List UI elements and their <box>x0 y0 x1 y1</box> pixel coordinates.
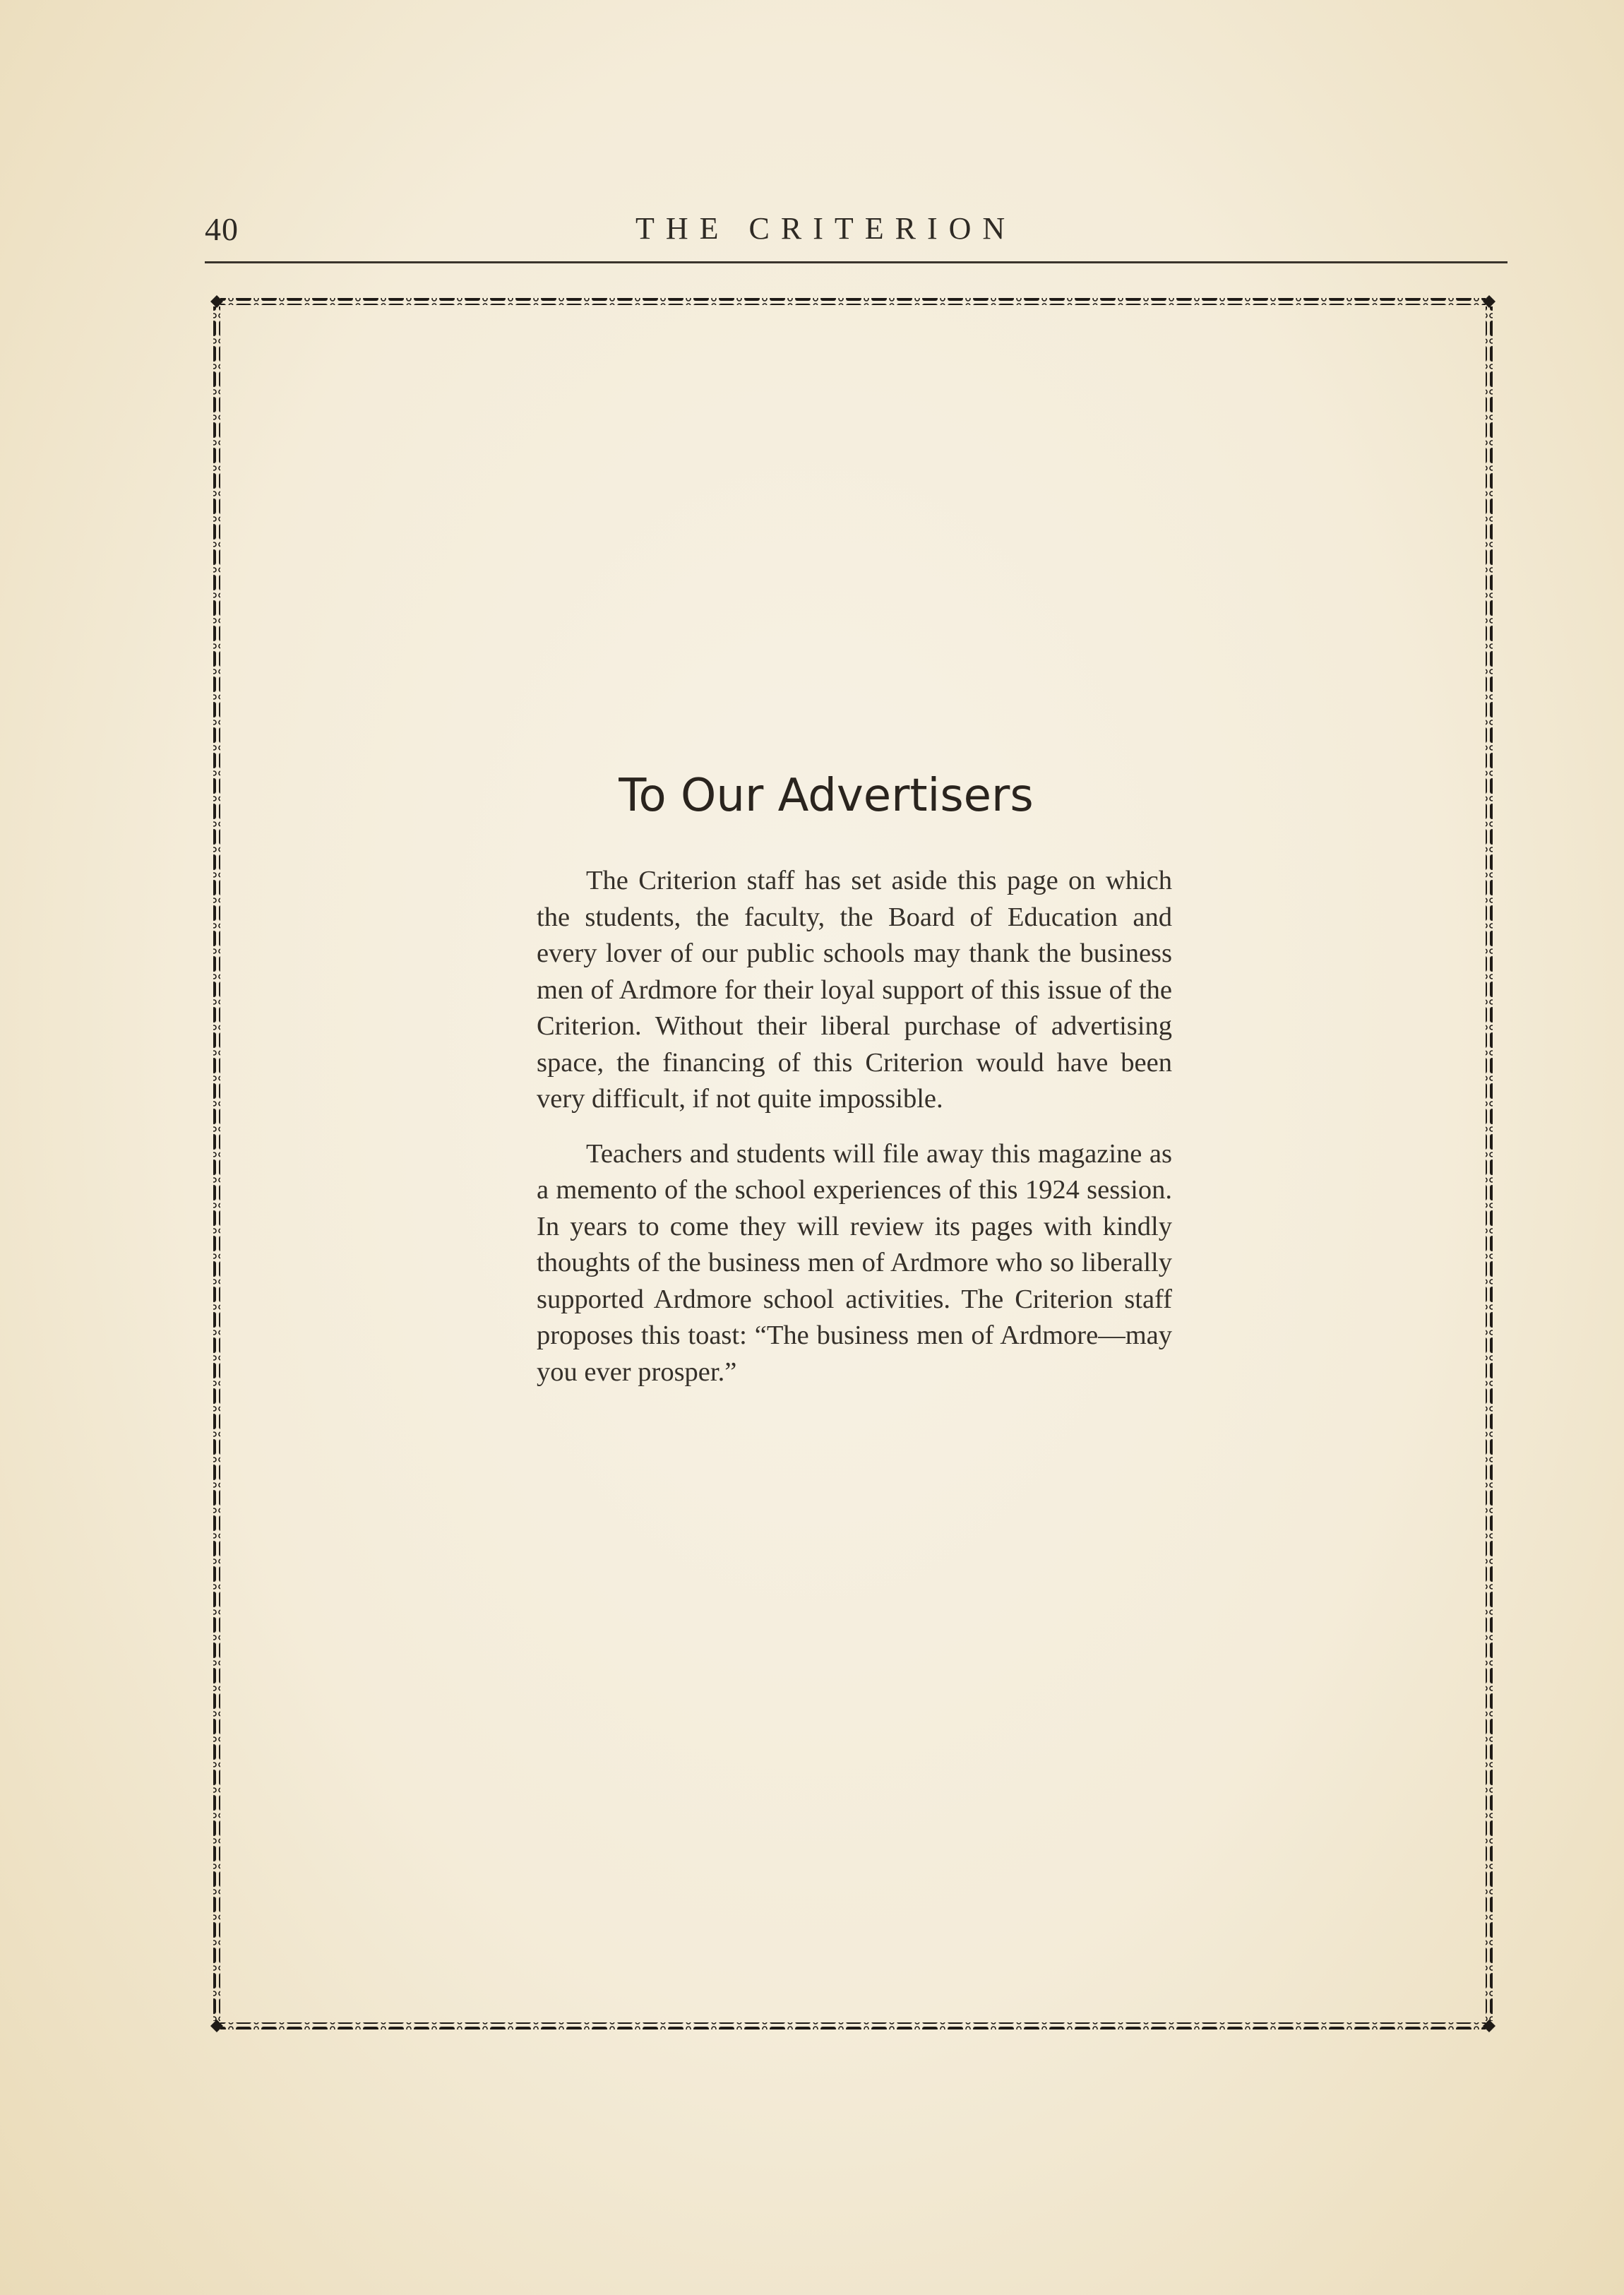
page-number: 40 <box>205 211 239 247</box>
article-paragraph-2: Teachers and students will file away this magazine as a memento of the school experiences of this 1924 session. In years to come they will review its pages with kindly thoughts of the business men of Ardmore who so liberally supported Ardmore school activities. The Criterion staff proposes this toast: “The business men of Ardmore—may you ever prosper.” <box>537 1138 1172 1387</box>
header-rule <box>205 261 1507 263</box>
article-title: To Our Advertisers <box>619 770 1034 822</box>
article-body <box>537 863 1172 1409</box>
article-paragraph-1: The Criterion staff has set aside this page on which the students, the faculty, the Board of Education and every lover of our public schools may thank the business men of Ardmore for their loyal support of this issue of the Criterion. Without their liberal purchase of advertising space, the financing of this Criterion would have been very difficult, if not quite impossible. <box>537 866 1172 1114</box>
running-title: THE CRITERION <box>635 211 1017 246</box>
